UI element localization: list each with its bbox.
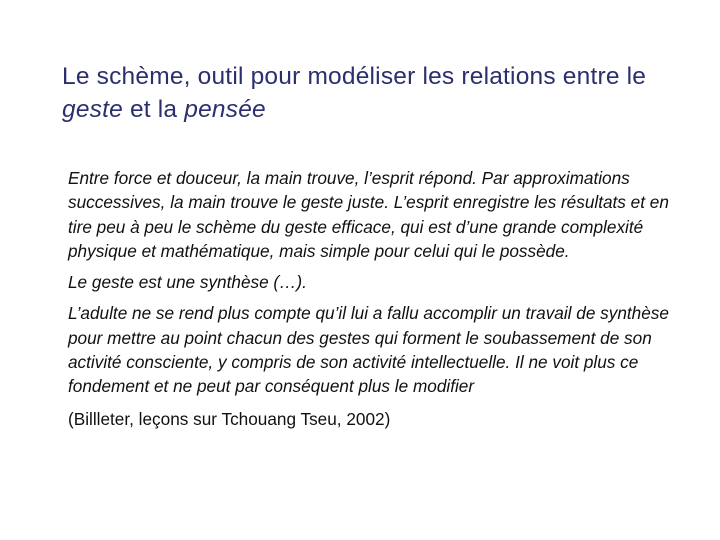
quote-paragraph-2: Le geste est une synthèse (…). — [68, 272, 307, 293]
title-text-start: Le schème, outil pour modéliser les relations entre le — [62, 63, 647, 90]
citation: (Billleter, leçons sur Tchouang Tseu, 2002) — [68, 408, 391, 429]
title-word-geste: geste — [62, 96, 123, 123]
quote-paragraph-3: L’adulte ne se rend plus compte qu’il lui a fallu accomplir un travail de synthèse pour mettre au point chacun des gestes qui forment le soubassement de son activité consciente, y compris de son activité intellectuelle. Il ne voit plus ce fondement et ne peut par conséquent plus le modifier — [68, 303, 669, 397]
quote-body — [68, 166, 680, 438]
quote-paragraph-1: Entre force et douceur, la main trouve, l’esprit répond. Par approximations successives, la main trouve le geste juste. L’esprit enregistre les résultats et en tire peu à peu le schème du geste efficace, qui est d’une grande complexité physique et mathématique, mais simple pour celui qui le possède. — [68, 168, 669, 261]
slide-title — [62, 60, 682, 126]
title-word-pensee: pensée — [184, 96, 266, 123]
title-text-middle: et la — [122, 96, 185, 123]
